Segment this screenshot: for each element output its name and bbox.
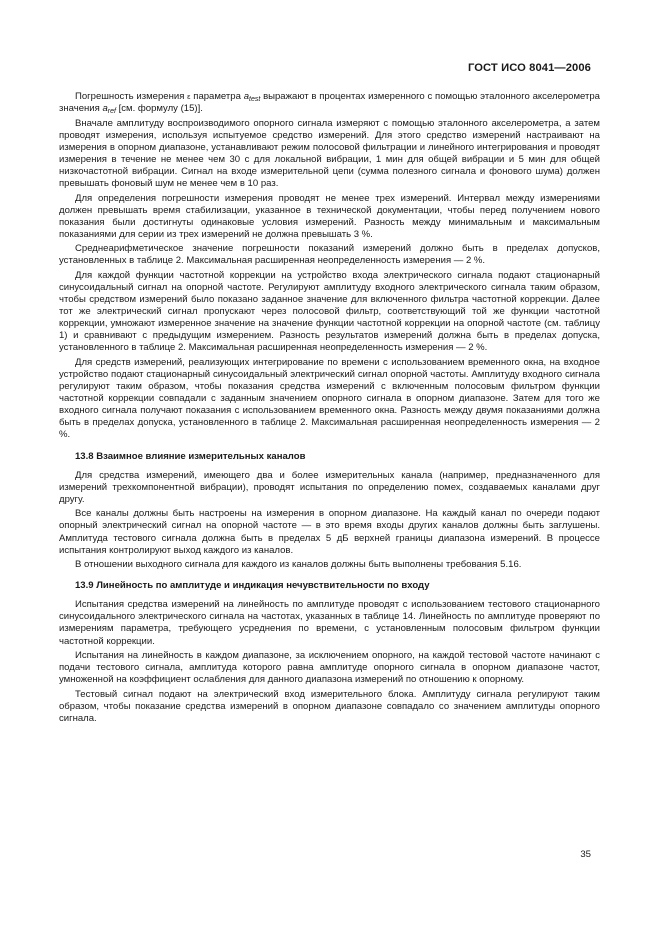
paragraph: Испытания средства измерений на линейность по амплитуде проводят с использованием тестового стационарного синусоидального электрического сигнала на частотах, указанных в таблице 14. Линейность по амплитуде проверяют по измерениям параметра, требующего усреднения по времени, с установленным полосовым фильтром функции частотной коррекции. — [59, 599, 600, 647]
text-run: выражают в процентах измеренного с помощью эталонного акселерометра значения — [59, 91, 600, 115]
page-number: 35 — [580, 849, 591, 860]
paragraph: Среднеарифметическое значение погрешности показаний измерений должно быть в пределах допусков, установленных в таблице 2. Максимальная расширенная неопределенность измерения — 2 %. — [59, 243, 600, 267]
subscript-ref: ref — [107, 108, 116, 116]
document-header: ГОСТ ИСО 8041—2006 — [467, 62, 591, 74]
document-body — [59, 91, 600, 727]
paragraph: Для средства измерений, имеющего два и более измерительных канала (например, предназначенного для измерений трехкомпонентной вибрации), проводят испытания по определению помех, создаваемых каналами друг другу. — [59, 469, 600, 505]
variable-a-test: a — [243, 91, 249, 102]
variable-a-ref: a — [102, 103, 108, 115]
paragraph: Для каждой функции частотной коррекции на устройство входа электрического сигнала подают стационарный синусоидальный сигнал на опорной частоте. Регулируют амплитуду входного электрического сигнала таким образом, чтобы средством измерений было показано заданное значение для включенного фильтра частотной коррекции. Далее тот же электрический сигнал пропускают через полосовой фильтр, соответствующий той же функции частотной коррекции, умножают измеренное значение на значение функции частотной коррекции на опорной частоте (см. таблицу 1) и сравнивают с предыдущим измерением. Разность результатов измерений должна быть в пределах допуска, установленного в таблице 2. Максимальная расширенная неопределенность измерения — 2 %. — [59, 269, 600, 354]
section-heading-13-9: 13.9 Линейность по амплитуде и индикация нечувствительности по входу — [75, 580, 430, 592]
paragraph: Для средств измерений, реализующих интегрирование по времени с использованием временного окна, на входное устройство подают стационарный синусоидальный электрический сигнал опорной частоты. Амплитуду входного сигнала регулируют таким образом, чтобы показания средства измерений с включенным полосовым фильтром функции частотной коррекции совпадали с заданным значением опорного сигнала в опорном диапазоне. Затем для того же входного сигнала получают показания с использованием временного окна. Разность между двумя показаниями должна быть в пределах допуска, установленного в таблице 2. Максимальная расширенная неопределенность измерения — 2 %. — [59, 356, 600, 441]
epsilon-symbol: ε — [187, 92, 191, 101]
paragraph: Тестовый сигнал подают на электрический вход измерительного блока. Амплитуду сигнала регулируют таким образом, чтобы показание средства измерений в опорном диапазоне совпадало со значением амплитуды опорного сигнала. — [59, 688, 600, 724]
text-run: параметра — [190, 91, 244, 102]
text-run: Погрешность измерения — [75, 91, 188, 102]
text-run: [см. формулу (15)]. — [115, 103, 203, 115]
section-heading-13-8: 13.8 Взаимное влияние измерительных каналов — [75, 450, 306, 462]
paragraph: Вначале амплитуду воспроизводимого опорного сигнала измеряют с помощью эталонного акселерометра, а затем проводят измерения, используя испытуемое средство измерений. Для этого средство измерений настраивают на измерения в опорном диапазоне, устанавливают режим полосовой фильтрации и линейного интегрирования и проводят измерения в течение не менее чем 30 с для локальной вибрации, 1 мин для общей вибрации и 5 мин для общей низкочастотной вибрации. Сигнал на входе измерительной цепи (сумма полезного сигнала и фонового шума) должен превышать фоновый шум не менее чем в 10 раз. — [59, 117, 600, 190]
subscript-test: test — [249, 96, 261, 103]
paragraph: Для определения погрешности измерения проводят не менее трех измерений. Интервал между измерениями должен превышать время стабилизации, указанное в технической документации, чтобы перед получением нового показания были достигнуты одинаковые условия измерений. Разность между минимальным и максимальным показаниями для серии из трех измерений не должна превышать 3 %. — [59, 192, 600, 240]
paragraph: Все каналы должны быть настроены на измерения в опорном диапазоне. На каждый канал по очереди подают опорный электрический сигнал на опорной частоте — в это время входы других каналов должны быть заглушены. Амплитуда тестового сигнала должна быть в пределах 5 дБ верхней границы диапазона измерений. В процессе испытания контролируют выход каждого из каналов. — [59, 508, 600, 556]
paragraph-error-definition — [59, 91, 600, 115]
paragraph: В отношении выходного сигнала для каждого из каналов должны быть выполнены требования 5.16. — [75, 559, 522, 571]
paragraph: Испытания на линейность в каждом диапазоне, за исключением опорного, на каждой тестовой частоте начинают с подачи тестового сигнала, амплитуда которого равна амплитуде опорного сигнала в опорном диапазоне частот, умноженной на коэффициент ослабления для данного диапазона измерений по отношению к опорному. — [59, 650, 600, 686]
